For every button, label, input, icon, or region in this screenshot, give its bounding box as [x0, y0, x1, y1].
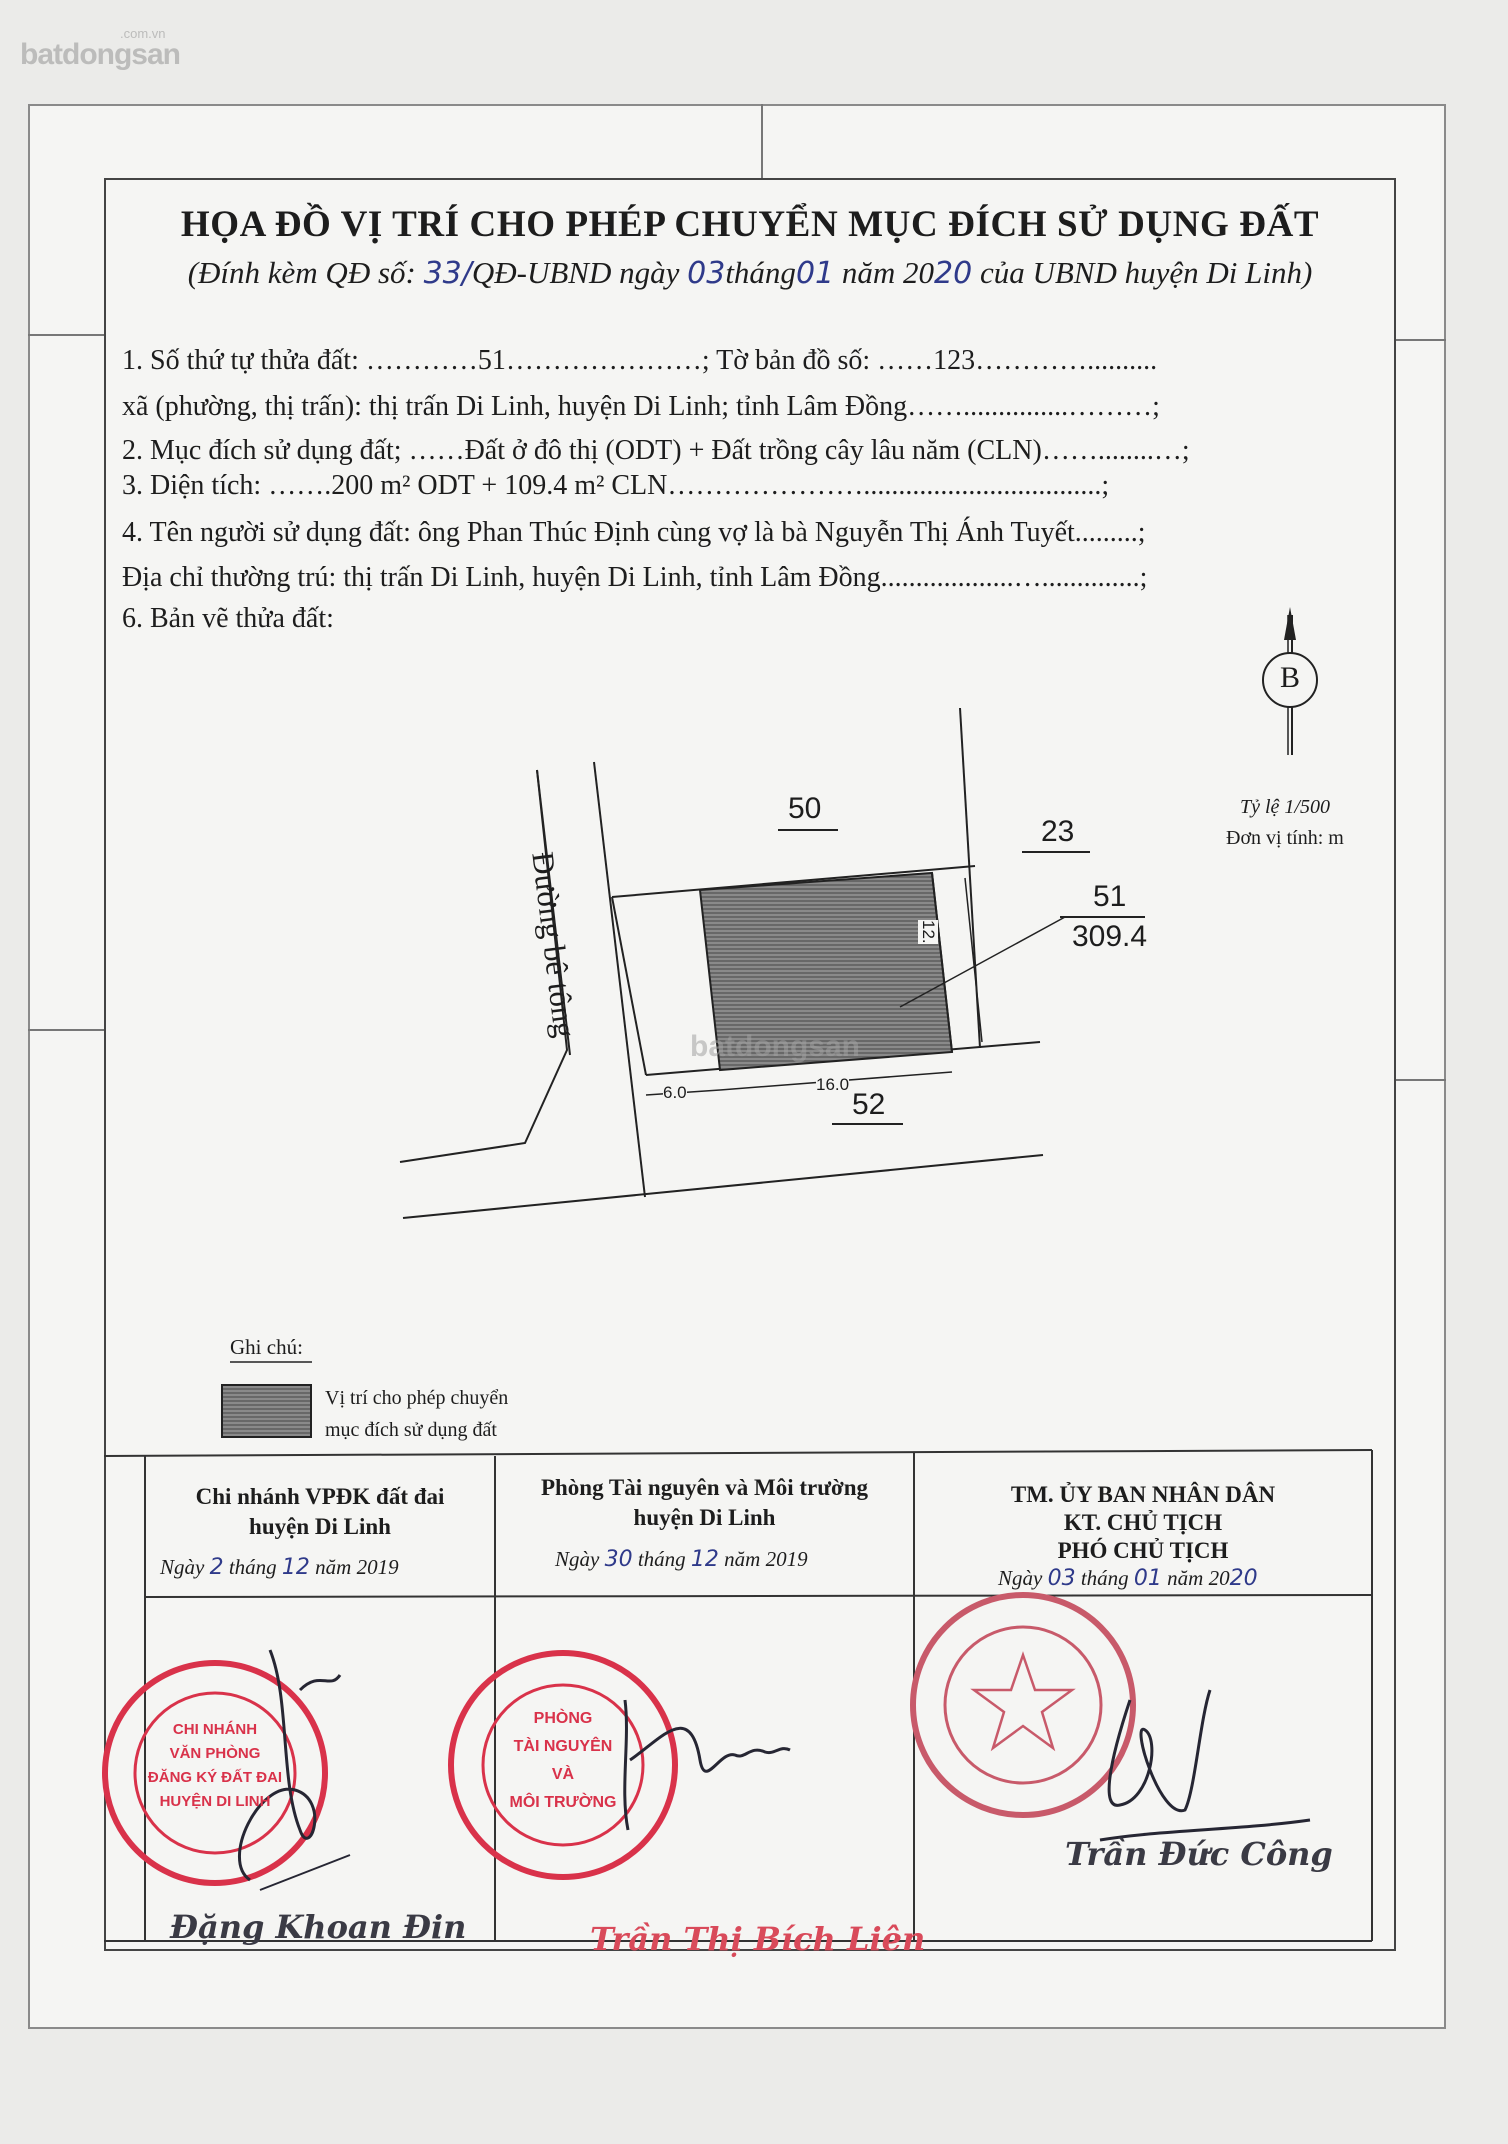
map-sheet-number: 123 — [933, 345, 976, 376]
sig3-title-1: TM. ỦY BAN NHÂN DÂN — [1010, 1482, 1276, 1507]
signature-2-icon — [625, 1700, 790, 1830]
sig3-day: 03 — [1047, 1566, 1076, 1591]
road-label: Đường bê tông — [525, 850, 583, 1040]
sig1-month-label: tháng — [228, 1555, 277, 1579]
sig3-date-prefix: Ngày — [998, 1566, 1043, 1590]
parcel-label: 1. Số thứ tự thửa đất: ………… — [122, 345, 478, 376]
legend-line-1: Vị trí cho phép chuyển — [325, 1387, 509, 1409]
dim-left: 6.0 — [663, 1083, 687, 1102]
parcel-line-end: ………….......... — [975, 345, 1158, 376]
legend-heading: Ghi chú: — [230, 1335, 303, 1359]
subtitle-qd: QĐ-UBND ngày — [471, 255, 680, 290]
sig1-year: năm 2019 — [315, 1555, 399, 1579]
stamp-2-line-3: VÀ — [551, 1766, 575, 1783]
stamp-2-line-4: MÔI TRƯỜNG — [509, 1794, 617, 1811]
sig1-title-1: Chi nhánh VPĐK đất đai — [195, 1484, 445, 1509]
sig2-date-prefix: Ngày — [555, 1547, 600, 1571]
dim-bottom: 16.0 — [816, 1075, 850, 1094]
map-sheet-label: …………………; Tờ bản đồ số: …… — [505, 345, 934, 376]
watermark-brand: batdongsan — [20, 38, 180, 71]
sig2-day: 30 — [604, 1547, 633, 1572]
north-arrow-label: B — [1280, 661, 1301, 694]
decision-month: 01 — [795, 256, 835, 291]
map-watermark: batdongsan — [690, 1030, 860, 1063]
parcel-51-label: 51 — [1093, 880, 1127, 913]
stamp-3-icon — [913, 1595, 1133, 1815]
sig2-title-1: Phòng Tài nguyên và Môi trường — [540, 1475, 869, 1500]
sig2-month-label: tháng — [637, 1547, 686, 1571]
sig3-month-label: tháng — [1080, 1566, 1129, 1590]
stamp-2-line-2: TÀI NGUYÊN — [513, 1738, 613, 1755]
map-scale: Tỷ lệ 1/500 — [1240, 796, 1330, 818]
sig3-year: 20 — [1229, 1566, 1258, 1591]
stamp-1-line-4: HUYỆN DI LINH — [159, 1793, 271, 1810]
field-area: 3. Diện tích: …….200 m² ODT + 109.4 m² CLN…………………..................................; — [122, 470, 1110, 501]
parcel-51-area: 309.4 — [1072, 920, 1148, 953]
decision-day: 03 — [687, 256, 726, 291]
field-owner: 4. Tên người sử dụng đất: ông Phan Thúc Định cùng vợ là bà Nguyễn Thị Ánh Tuyết.........; — [122, 517, 1146, 548]
field-land-use: 2. Mục đích sử dụng đất; ……Đất ở đô thị (ODT) + Đất trồng cây lâu năm (CLN)……........…; — [122, 435, 1190, 466]
sig1-day: 2 — [209, 1555, 224, 1580]
watermark-domain: .com.vn — [120, 26, 166, 41]
sig3-month: 01 — [1133, 1566, 1162, 1591]
subtitle-suffix: của UBND huyện Di Linh) — [979, 255, 1313, 290]
parcel-50-label: 50 — [788, 792, 822, 825]
year-label: năm 20 — [841, 255, 935, 290]
sig3-name: Trần Đức Công — [1065, 1835, 1333, 1873]
dim-right: 12. — [919, 920, 938, 944]
decision-number: 33/ — [423, 256, 472, 291]
parcel-23-label: 23 — [1041, 815, 1075, 848]
sig1-date-prefix: Ngày — [160, 1555, 205, 1579]
map-unit: Đơn vị tính: m — [1226, 827, 1344, 849]
field-address: Địa chỉ thường trú: thị trấn Di Linh, huyện Di Linh, tỉnh Lâm Đồng...................…..............; — [122, 562, 1148, 593]
sig2-name: Trần Thị Bích Liên — [590, 1920, 926, 1958]
subtitle-prefix: (Đính kèm QĐ số: — [187, 255, 416, 290]
sig3-year-label: năm 20 — [1167, 1566, 1230, 1590]
legend-line-2: mục đích sử dụng đất — [325, 1419, 497, 1441]
stamp-1-line-3: ĐĂNG KÝ ĐẤT ĐAI — [147, 1769, 283, 1786]
sig1-name: Đặng Khoan Đin — [170, 1908, 467, 1946]
decision-year: 20 — [934, 256, 973, 291]
parcel-number: 51 — [477, 345, 506, 376]
field-commune: xã (phường, thị trấn): thị trấn Di Linh, huyện Di Linh; tỉnh Lâm Đồng……...............………; — [122, 391, 1160, 422]
sig3-title-3: PHÓ CHỦ TỊCH — [1057, 1538, 1229, 1563]
sig2-year: năm 2019 — [724, 1547, 808, 1571]
stamp-1-line-1: CHI NHÁNH — [172, 1721, 258, 1738]
stamp-1-text — [135, 1718, 295, 1814]
parcel-52-label: 52 — [852, 1088, 886, 1121]
stamp-2-text — [483, 1705, 643, 1817]
field-drawing: 6. Bản vẽ thửa đất: — [122, 603, 334, 634]
sig2-month: 12 — [690, 1547, 719, 1572]
stamp-1-line-2: VĂN PHÒNG — [169, 1745, 261, 1762]
sig1-title-2: huyện Di Linh — [249, 1514, 391, 1539]
stamp-2-line-1: PHÒNG — [533, 1710, 593, 1727]
sig3-title-2: KT. CHỦ TỊCH — [1063, 1510, 1223, 1535]
document-title: HỌA ĐỒ VỊ TRÍ CHO PHÉP CHUYỂN MỤC ĐÍCH SỬ DỤNG ĐẤT — [180, 204, 1320, 245]
sig2-title-2: huyện Di Linh — [633, 1505, 776, 1530]
sig1-month: 12 — [281, 1555, 310, 1580]
month-label: tháng — [725, 255, 796, 290]
